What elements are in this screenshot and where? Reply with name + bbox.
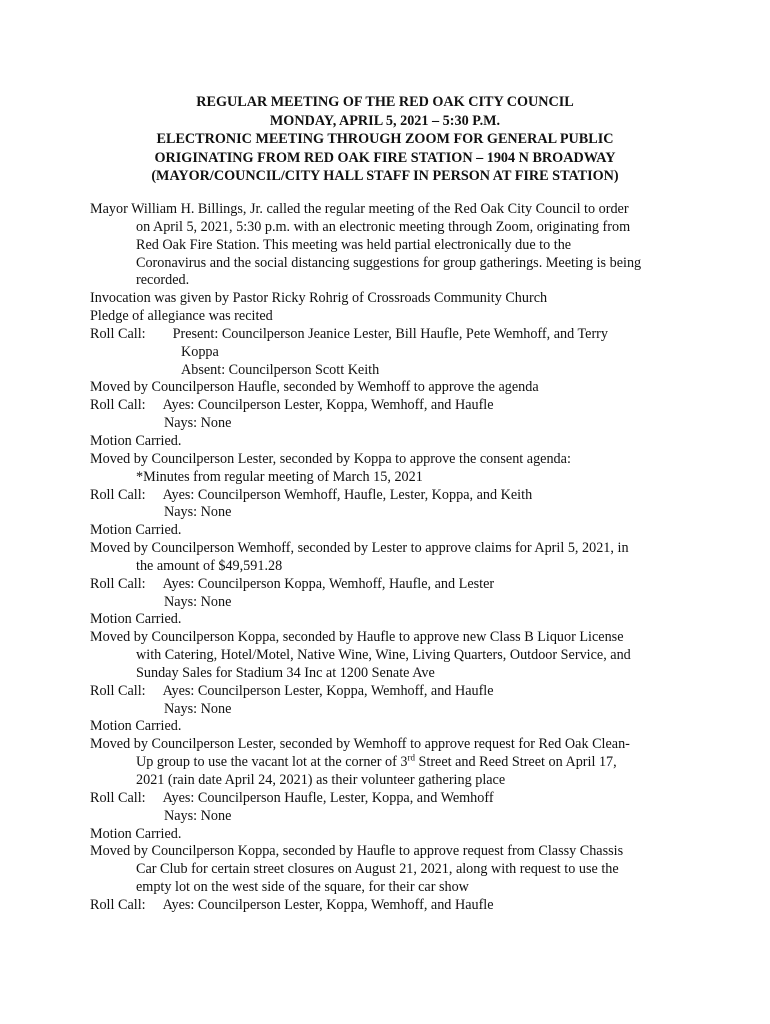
invocation-line: Invocation was given by Pastor Ricky Rohrig of Crossroads Community Church (90, 290, 548, 307)
rollcall-label: Roll Call: (90, 325, 146, 342)
header-location: ORIGINATING FROM RED OAK FIRE STATION – 1904 N BROADWAY (154, 149, 616, 166)
pledge-line: Pledge of allegiance was recited (90, 308, 273, 325)
rollcall-label: Roll Call: (90, 896, 146, 913)
header-in-person: (MAYOR/COUNCIL/CITY HALL STAFF IN PERSON AT FIRE STATION) (151, 168, 619, 185)
minutes-body (90, 201, 690, 915)
motion-line: Moved by Councilperson Koppa, seconded by Haufle to approve request from Classy Chassis (90, 843, 624, 860)
motion-line: Moved by Councilperson Lester, seconded by Wemhoff to approve request for Red Oak Clean- (90, 736, 630, 753)
motion-line: 2021 (rain date April 24, 2021) as their volunteer gathering place (136, 772, 506, 788)
opening-line: recorded. (136, 272, 190, 289)
motion-line: Moved by Councilperson Lester, seconded by Koppa to approve the consent agenda: (90, 450, 571, 467)
motion-line: with Catering, Hotel/Motel, Native Wine, Wine, Living Quarters, Outdoor Service, and (136, 647, 631, 664)
motion-line: the amount of $49,591.28 (136, 557, 283, 574)
rollcall-label: Roll Call: (90, 682, 146, 699)
rollcall-present-cont: Koppa (181, 343, 219, 360)
motion-line: *Minutes from regular meeting of March 15, 2021 (136, 468, 423, 485)
ayes-text: Ayes: Councilperson Haufle, Lester, Koppa, and Wemhoff (162, 789, 494, 806)
motion-line: empty lot on the west side of the square, for their car show (136, 879, 469, 896)
motion-carried: Motion Carried. (90, 825, 182, 842)
motion-carried: Motion Carried. (90, 432, 182, 449)
ayes-text: Ayes: Councilperson Lester, Koppa, Wemhoff, and Haufle (162, 682, 494, 699)
nays-line: Nays: None (164, 807, 232, 824)
header-zoom: ELECTRONIC MEETING THROUGH ZOOM FOR GENERAL PUBLIC (156, 131, 614, 148)
meeting-header (0, 93, 770, 186)
motion-line: Moved by Councilperson Koppa, seconded by Haufle to approve new Class B Liquor License (90, 629, 624, 646)
rollcall-absent: Absent: Councilperson Scott Keith (181, 361, 380, 378)
motion-line: Sunday Sales for Stadium 34 Inc at 1200 Senate Ave (136, 664, 435, 681)
motion-line: Car Club for certain street closures on August 21, 2021, along with request to use the (136, 861, 619, 878)
rollcall-label: Roll Call: (90, 789, 146, 806)
rollcall-label: Roll Call: (90, 397, 146, 414)
header-date: MONDAY, APRIL 5, 2021 – 5:30 P.M. (269, 112, 501, 129)
motion-carried: Motion Carried. (90, 718, 182, 735)
rollcall-ayes (90, 790, 690, 808)
ayes-text: Ayes: Councilperson Koppa, Wemhoff, Haufle, and Lester (162, 575, 495, 592)
motion-line: Moved by Councilperson Haufle, seconded by Wemhoff to approve the agenda (90, 379, 539, 396)
nays-line: Nays: None (164, 593, 232, 610)
rollcall-present (90, 326, 690, 344)
rollcall-label: Roll Call: (90, 575, 146, 592)
opening-line: Mayor William H. Billings, Jr. called the regular meeting of the Red Oak City Council to order (90, 201, 629, 217)
motion-text: Up group to use the vacant lot at the corner of 3 (136, 754, 408, 771)
opening-line: on April 5, 2021, 5:30 p.m. with an electronic meeting through Zoom, originating from (136, 218, 631, 235)
rollcall-ayes (90, 487, 690, 505)
rollcall-ayes (90, 397, 690, 415)
ayes-text: Ayes: Councilperson Lester, Koppa, Wemhoff, and Haufle (162, 397, 494, 414)
opening-line: Red Oak Fire Station. This meeting was held partial electronically due to the (136, 236, 572, 253)
ordinal-suffix: rd (407, 752, 415, 763)
ayes-text: Ayes: Councilperson Lester, Koppa, Wemhoff, and Haufle (162, 896, 494, 913)
motion-carried: Motion Carried. (90, 611, 182, 628)
header-title: REGULAR MEETING OF THE RED OAK CITY COUNCIL (196, 94, 574, 110)
nays-line: Nays: None (164, 504, 232, 521)
motion-line (90, 754, 690, 772)
opening-line: Coronavirus and the social distancing suggestions for group gatherings. Meeting is being (136, 254, 642, 271)
motion-line: Moved by Councilperson Wemhoff, seconded by Lester to approve claims for April 5, 2021, in (90, 540, 629, 557)
nays-line: Nays: None (164, 700, 232, 717)
motion-carried: Motion Carried. (90, 522, 182, 539)
nays-line: Nays: None (164, 415, 232, 432)
rollcall-ayes (90, 897, 690, 915)
rollcall-present-text: Present: Councilperson Jeanice Lester, Bill Haufle, Pete Wemhoff, and Terry (172, 325, 608, 342)
rollcall-ayes (90, 683, 690, 701)
ayes-text: Ayes: Councilperson Wemhoff, Haufle, Lester, Koppa, and Keith (162, 486, 533, 503)
motion-text: Street and Reed Street on April 17, (414, 754, 617, 771)
rollcall-label: Roll Call: (90, 486, 146, 503)
rollcall-ayes (90, 576, 690, 594)
